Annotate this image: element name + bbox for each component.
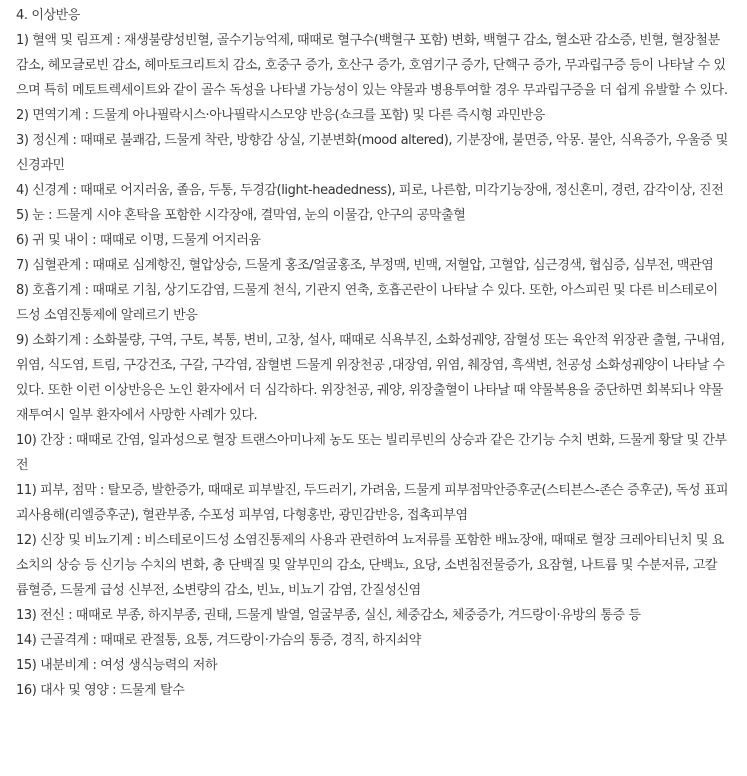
list-item-endocrine: 15) 내분비계 : 여성 생식능력의 저하 [16,658,218,673]
list-item-renal: 12) 신장 및 비뇨기계 : 비스테로이드성 소염진통제의 사용과 관련하여 뇨저류를 포함한 배뇨장애, 때때로 혈장 크레아티닌치 및 요소치의 상승 등 신기능 수치의 변화, 총 단백질 및 알부민의 감소, 단백뇨, 요당, 소변침전물증가, 요잠혈, 나트륨 및 수분저류, 고칼륨혈증, 드물게 급성 신부전, 소변량의 감소, 빈뇨, 비뇨기 감염, 간질성신염 [16,533,724,598]
list-item-general: 13) 전신 : 때때로 부종, 하지부종, 권태, 드물게 발열, 얼굴부종, 실신, 체중감소, 체중증가, 겨드랑이·유방의 통증 등 [16,608,641,623]
list-item-ear: 6) 귀 및 내이 : 때때로 이명, 드물게 어지러움 [16,233,261,248]
list-item-eye: 5) 눈 : 드물게 시야 혼탁을 포함한 시각장애, 결막염, 눈의 이물감, 안구의 공막출혈 [16,208,466,223]
list-item-musculoskeletal: 14) 근골격계 : 때때로 관절통, 요통, 겨드랑이·가슴의 통증, 경직, 하지쇠약 [16,633,421,648]
list-item-digestive: 9) 소화기계 : 소화불량, 구역, 구토, 복통, 변비, 고창, 설사, 때때로 식욕부진, 소화성궤양, 잠혈성 또는 육안적 위장관 출혈, 구내염, 위염, 식도염, 트림, 구강건조, 구갈, 구각염, 잠혈변 드물게 위장천공 ,대장염, 위염, 췌장염, 흑색변, 천공성 소화성궤양이 나타날 수 있다. 또한 이런 이상반응은 노인 환자에서 더 심각하다. 위장천공, 궤양, 위장출혈이 나타날 때 약물복용을 중단하면 회복되나 약물 재투여시 일부 환자에서 사망한 사례가 있다. [16,333,725,423]
list-item-blood-lymph: 1) 혈액 및 림프계 : 재생불량성빈혈, 골수기능억제, 때때로 혈구수(백혈구 포함) 변화, 백혈구 감소, 혈소판 감소증, 빈혈, 혈장철분 감소, 헤모글로빈 감소, 헤마토크리트치 감소, 호중구 증가, 호산구 증가, 호염기구 증가, 단핵구 증가, 무과립구증 등이 나타날 수 있으며 특히 메토트렉세이트와 같이 골수 독성을 나타낼 가능성이 있는 약물과 병용투여할 경우 무과립구증을 더 쉽게 유발할 수 있다. [16,33,728,98]
list-item-psychiatric: 3) 정신계 : 때때로 불쾌감, 드물게 착란, 방향감 상실, 기분변화(mood altered), 기분장애, 불면증, 악몽. 불안, 식욕증가, 우울증 및 신경과민 [16,133,728,173]
list-item-cardiovascular: 7) 심혈관계 : 때때로 심계항진, 혈압상승, 드물게 홍조/얼굴홍조, 부정맥, 빈맥, 저혈압, 고혈압, 심근경색, 협심증, 심부전, 맥관염 [16,258,714,273]
list-item-nervous: 4) 신경계 : 때때로 어지러움, 졸음, 두통, 두경감(light-headedness), 피로, 나른함, 미각기능장애, 정신혼미, 경련, 감각이상, 진전 [16,183,724,198]
list-item-immune: 2) 면역기계 : 드물게 아나필락시스·아나필락시스모양 반응(쇼크를 포함) 및 다른 즉시형 과민반응 [16,108,545,123]
list-item-liver: 10) 간장 : 때때로 간염, 일과성으로 혈장 트랜스아미나제 농도 또는 빌리루빈의 상승과 같은 간기능 수치 변화, 드물게 황달 및 간부전 [16,433,727,473]
list-item-skin: 11) 피부, 점막 : 탈모증, 발한증가, 때때로 피부발진, 두드러기, 가려움, 드물게 피부점막안증후군(스티븐스-존슨 증후군), 독성 표피괴사용해(리엘증후군), 혈관부종, 수포성 피부염, 다형홍반, 광민감반응, 접촉피부염 [16,483,729,523]
section-heading: 4. 이상반응 [16,8,80,23]
list-item-respiratory: 8) 호흡기계 : 때때로 기침, 상기도감염, 드물게 천식, 기관지 연축, 호흡곤란이 나타날 수 있다. 또한, 아스피린 및 다른 비스테로이드성 소염진통제에 알레르기 반응 [16,283,718,323]
list-item-metabolism: 16) 대사 및 영양 : 드물게 탈수 [16,683,185,698]
